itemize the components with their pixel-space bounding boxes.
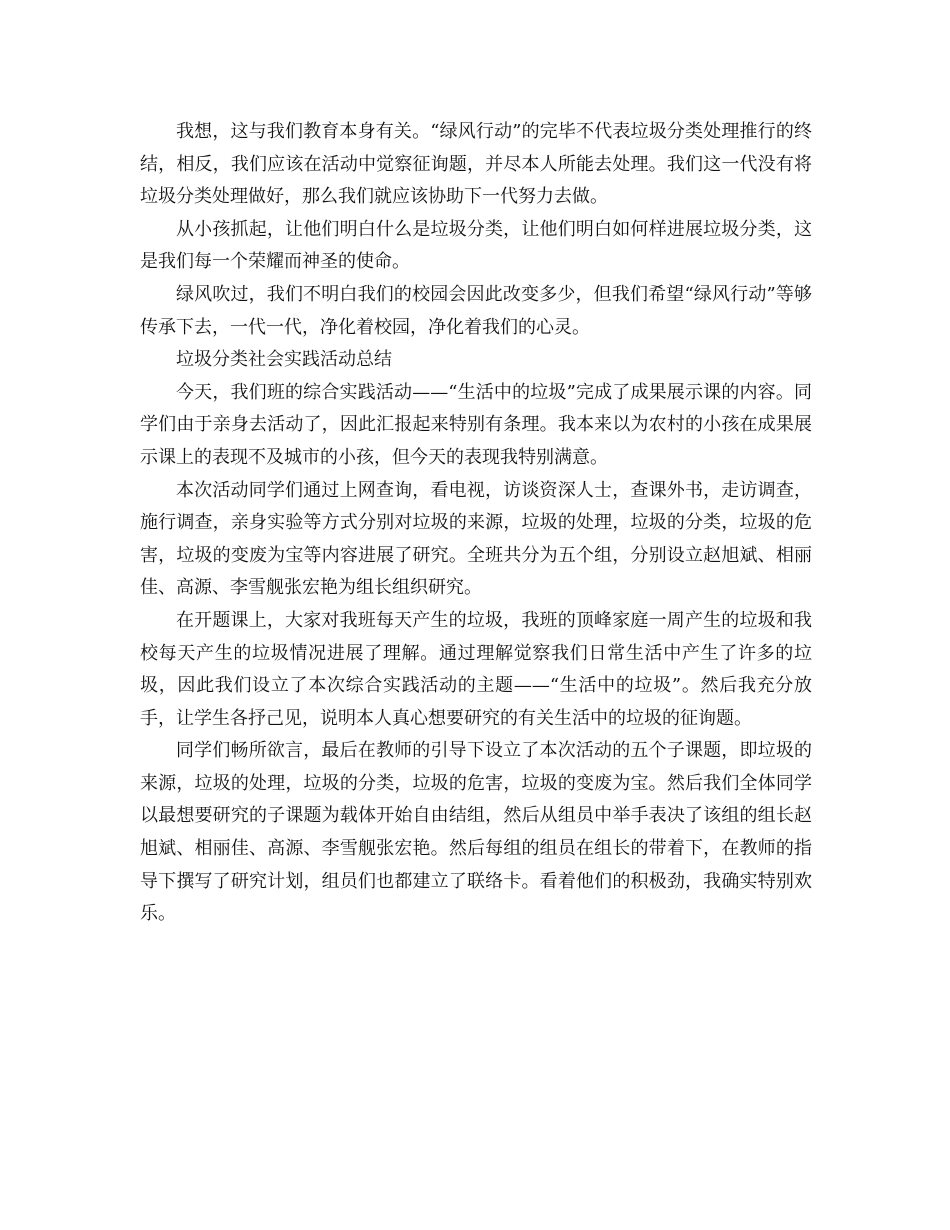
paragraph-3: 绿风吹过，我们不明白我们的校园会因此改变多少，但我们希望“绿风行动”等够传承下去，一代一代，净化着校园，净化着我们的心灵。	[140, 283, 812, 338]
paragraph-2: 从小孩抓起，让他们明白什么是垃圾分类，让他们明白如何样进展垃圾分类，这是我们每一个荣耀而神圣的使命。	[140, 218, 812, 273]
paragraph-4: 今天，我们班的综合实践活动——“生活中的垃圾”完成了成果展示课的内容。同学们由于亲身去活动了，因此汇报起来特别有条理。我本来以为农村的小孩在成果展示课上的表现不及城市的小孩，但今天的表现我特别满意。	[140, 381, 812, 468]
document-body	[140, 116, 812, 931]
section-heading: 垃圾分类社会实践活动总结	[176, 349, 392, 371]
paragraph-1: 我想，这与我们教育本身有关。“绿风行动”的完毕不代表垃圾分类处理推行的终结，相反，我们应该在活动中觉察征询题，并尽本人所能去处理。我们这一代没有将垃圾分类处理做好，那么我们就应该协助下一代努力去做。	[140, 121, 812, 208]
paragraph-7: 同学们畅所欲言，最后在教师的引导下设立了本次活动的五个子课题，即垃圾的来源，垃圾的处理，垃圾的分类，垃圾的危害，垃圾的变废为宝。然后我们全体同学以最想要研究的子课题为载体开始自由结组，然后从组员中举手表决了该组的组长赵旭斌、相丽佳、高源、李雪舰张宏艳。然后每组的组员在组长的带着下，在教师的指导下撰写了研究计划，组员们也都建立了联络卡。看着他们的积极劲，我确实特别欢乐。	[140, 740, 812, 925]
paragraph-5: 本次活动同学们通过上网查询，看电视，访谈资深人士，查课外书，走访调查，施行调查，亲身实验等方式分别对垃圾的来源，垃圾的处理，垃圾的分类，垃圾的危害，垃圾的变废为宝等内容进展了研究。全班共分为五个组，分别设立赵旭斌、相丽佳、高源、李雪舰张宏艳为组长组织研究。	[140, 479, 812, 599]
paragraph-6: 在开题课上，大家对我班每天产生的垃圾，我班的顶峰家庭一周产生的垃圾和我校每天产生的垃圾情况进展了理解。通过理解觉察我们日常生活中产生了许多的垃圾，因此我们设立了本次综合实践活动的主题——“生活中的垃圾”。然后我充分放手，让学生各抒己见，说明本人真心想要研究的有关生活中的垃圾的征询题。	[140, 609, 812, 729]
